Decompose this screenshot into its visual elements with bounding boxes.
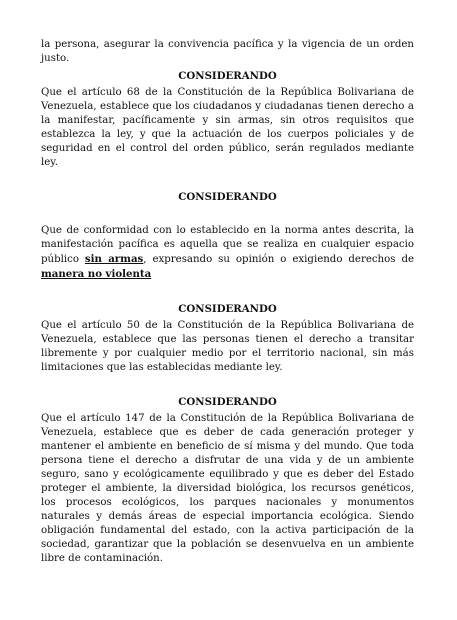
heading-considerando-3: CONSIDERANDO	[178, 303, 277, 315]
paragraph-intro	[41, 38, 414, 66]
paragraph-peaceful-protest-text-1: Que de conformidad con lo establecido en la norma antes descrita, la manifestación pacífica es aquella que se realiza en cualquier espacio público	[41, 225, 414, 265]
paragraph-article-50-text: Que el artículo 50 de la Constitución de la República Bolivariana de Venezuela, establece que las personas tienen el derecho a transitar libremente y por cualquier medio por el territorio nacional, sin más limitaciones que las establecidas mediante ley.	[41, 320, 414, 373]
heading-considerando-1: CONSIDERANDO	[178, 70, 277, 82]
spacer	[41, 170, 414, 190]
paragraph-article-50	[41, 319, 414, 375]
spacer	[41, 204, 414, 224]
paragraph-intro-text: la persona, asegurar la convivencia pacífica y la vigencia de un orden justo.	[41, 39, 414, 64]
paragraph-peaceful-protest-text-2: , expresando su opinión o exigiendo derechos de	[143, 254, 414, 265]
paragraph-article-147	[41, 412, 414, 566]
emphasis-sin-armas: sin armas	[84, 253, 144, 265]
heading-considerando-2: CONSIDERANDO	[178, 191, 277, 203]
paragraph-article-68-text: Que el artículo 68 de la Constitución de la República Bolivariana de Venezuela, establece que los ciudadanos y ciudadanas tienen derecho a la manifestar, pacíficamente y sin armas, sin otros requisitos que establezca la ley, y que la actuación de los cuerpos policiales y de seguridad en el control del orden público, serán regulados mediante ley.	[41, 87, 414, 168]
paragraph-article-68	[41, 86, 414, 170]
heading-considerando-4: CONSIDERANDO	[178, 396, 277, 408]
spacer	[41, 282, 414, 302]
emphasis-manera-no-violenta: manera no violenta	[41, 268, 152, 280]
spacer	[41, 375, 414, 395]
paragraph-peaceful-protest	[41, 224, 414, 282]
paragraph-article-147-text: Que el artículo 147 de la Constitución de la República Bolivariana de Venezuela, establece que es deber de cada generación proteger y mantener el ambiente en beneficio de sí misma y del mundo. Que toda persona tiene el derecho a disfrutar de una vida y de un ambiente seguro, sano y ecológicamente equilibrado y que es deber del Estado proteger el ambiente, la diversidad biológica, los recursos genéticos, los procesos ecológicos, los parques nacionales y monumentos naturales y demás áreas de especial importancia ecológica. Siendo obligación fundamental del estado, con la activa participación de la sociedad, garantizar que la población se desenvuelva en un ambiente libre de contaminación.	[41, 413, 414, 564]
